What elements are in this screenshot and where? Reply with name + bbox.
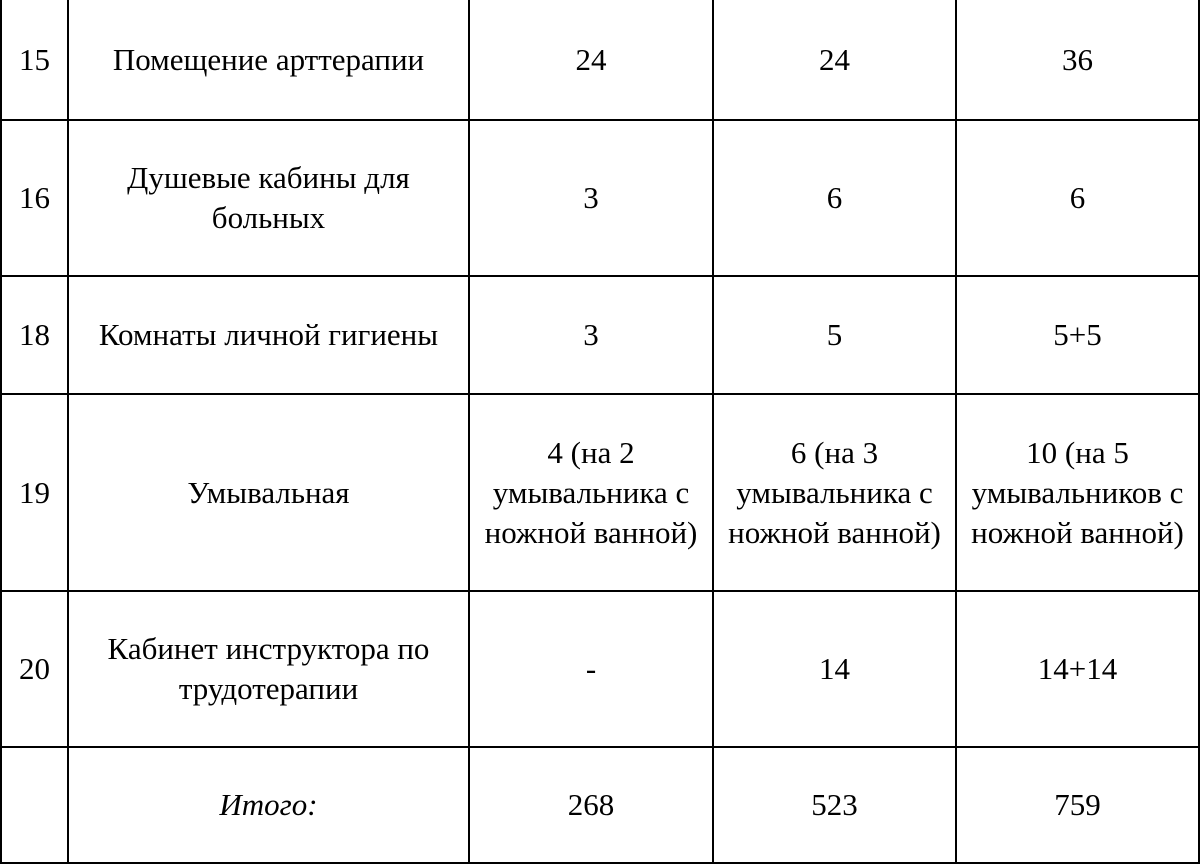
value-col-1: 3	[469, 276, 713, 394]
value-col-1: 3	[469, 120, 713, 276]
row-number: 15	[1, 0, 68, 120]
row-number: 18	[1, 276, 68, 394]
table-row	[1, 394, 1199, 591]
row-number: 16	[1, 120, 68, 276]
row-number-empty	[1, 747, 68, 863]
value-col-2: 5	[713, 276, 956, 394]
value-col-3: 36	[956, 0, 1199, 120]
value-col-2: 24	[713, 0, 956, 120]
value-col-2: 14	[713, 591, 956, 747]
table-row	[1, 0, 1199, 120]
total-label: Итого:	[68, 747, 469, 863]
table-row	[1, 120, 1199, 276]
value-col-3: 14+14	[956, 591, 1199, 747]
value-col-2: 6 (на 3 умывальника с ножной ванной)	[713, 394, 956, 591]
room-name: Кабинет инструктора по трудотерапии	[68, 591, 469, 747]
total-col-3: 759	[956, 747, 1199, 863]
row-number: 20	[1, 591, 68, 747]
value-col-3: 10 (на 5 умывальников с ножной ванной)	[956, 394, 1199, 591]
room-name: Душевые кабины для больных	[68, 120, 469, 276]
total-row	[1, 747, 1199, 863]
table-row	[1, 591, 1199, 747]
room-name: Помещение арттерапии	[68, 0, 469, 120]
value-col-1: -	[469, 591, 713, 747]
value-col-1: 4 (на 2 умывальника с ножной ванной)	[469, 394, 713, 591]
total-col-2: 523	[713, 747, 956, 863]
value-col-2: 6	[713, 120, 956, 276]
room-name: Умывальная	[68, 394, 469, 591]
total-col-1: 268	[469, 747, 713, 863]
value-col-3: 6	[956, 120, 1199, 276]
room-name: Комнаты личной гигиены	[68, 276, 469, 394]
table-row	[1, 276, 1199, 394]
value-col-3: 5+5	[956, 276, 1199, 394]
value-col-1: 24	[469, 0, 713, 120]
row-number: 19	[1, 394, 68, 591]
